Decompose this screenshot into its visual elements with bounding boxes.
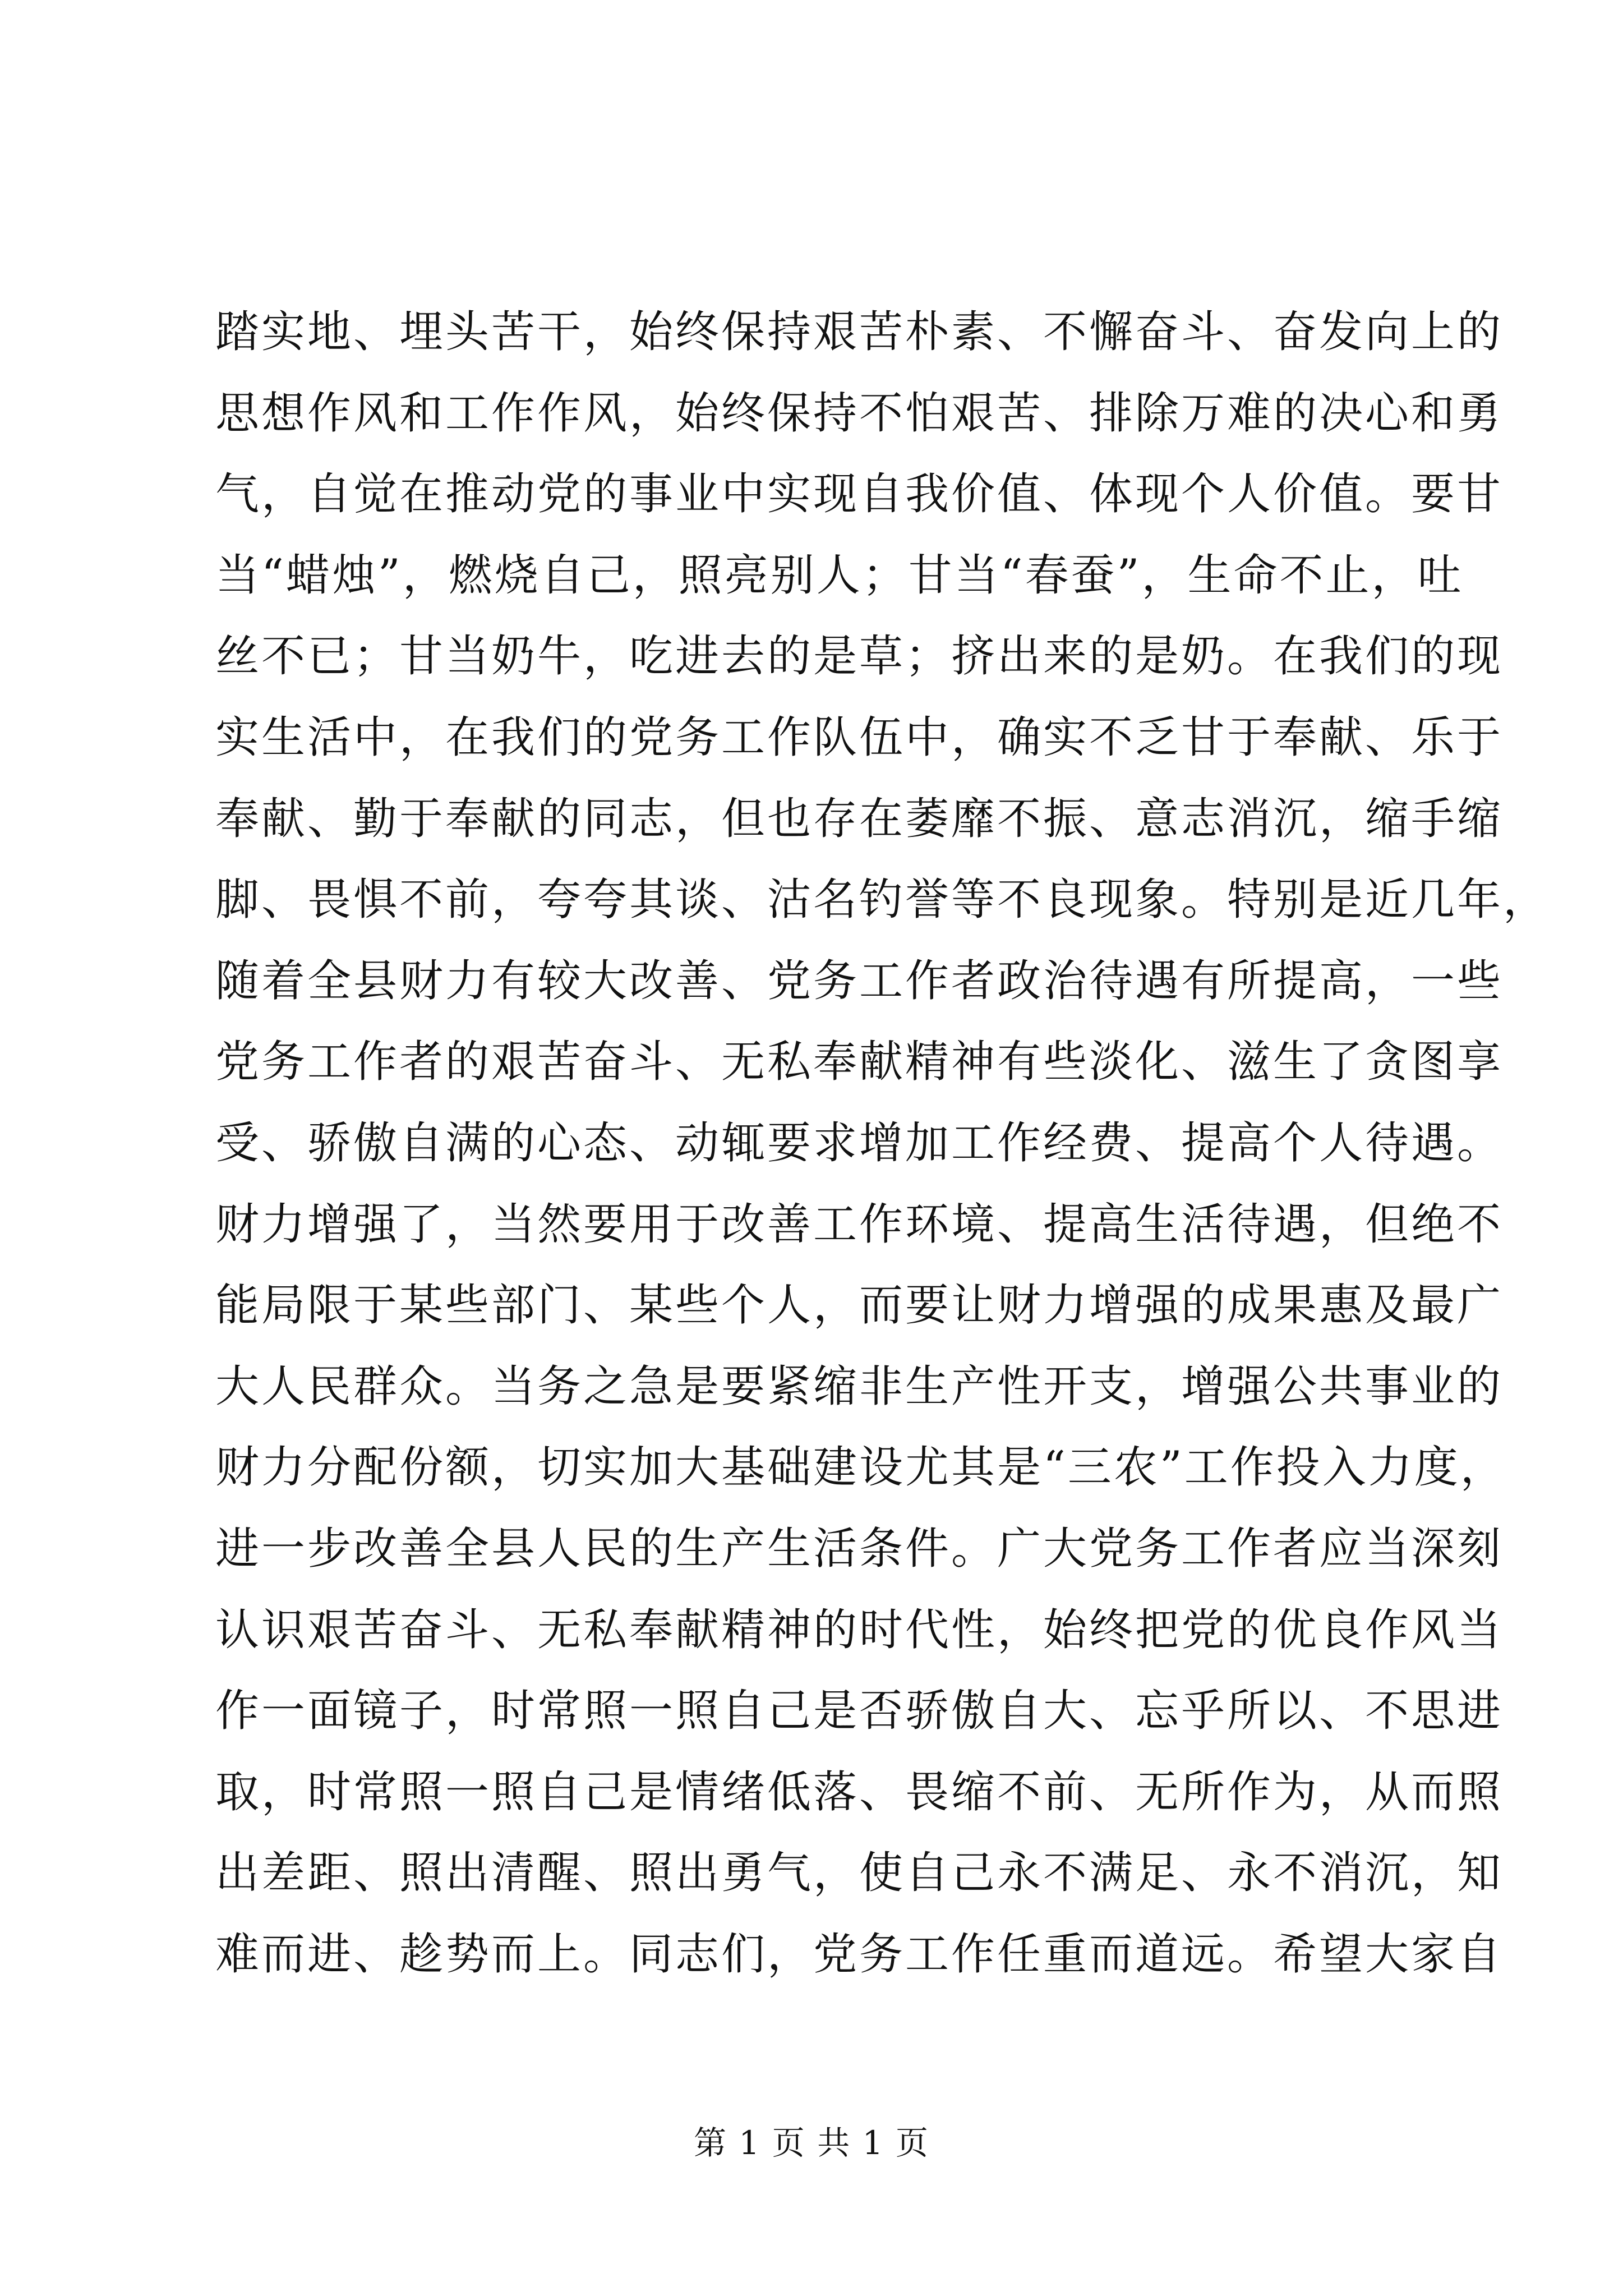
text-line-19: 取，时常照一照自己是情绪低落、畏缩不前、无所作为，从而照 xyxy=(215,1766,1504,1818)
text-line-16: 进一步改善全县人民的生产生活条件。广大党务工作者应当深刻 xyxy=(215,1523,1504,1574)
text-line-8: 脚、畏惧不前，夸夸其谈、沽名钓誉等不良现象。特别是近几年， xyxy=(215,875,1550,926)
body-text xyxy=(215,292,1550,1995)
text-line-15: 财力分配份额，切实加大基础建设尤其是“三农”工作投入力度， xyxy=(215,1442,1506,1493)
page-footer: 第 1 页 共 1 页 xyxy=(694,2124,929,2162)
text-line-6: 实生活中，在我们的党务工作队伍中，确实不乏甘于奉献、乐于 xyxy=(215,712,1504,763)
text-line-17: 认识艰苦奋斗、无私奉献精神的时代性，始终把党的优良作风当 xyxy=(215,1604,1504,1655)
text-line-14: 大人民群众。当务之急是要紧缩非生产性开支，增强公共事业的 xyxy=(215,1361,1504,1412)
text-line-21: 难而进、趁势而上。同志们，党务工作任重而道远。希望大家自 xyxy=(215,1929,1504,1980)
text-line-10: 党务工作者的艰苦奋斗、无私奉献精神有些淡化、滋生了贪图享 xyxy=(215,1037,1504,1088)
text-line-9: 随着全县财力有较大改善、党务工作者政治待遇有所提高，一些 xyxy=(215,955,1504,1006)
text-line-2: 思想作风和工作作风，始终保持不怕艰苦、排除万难的决心和勇 xyxy=(215,388,1504,439)
text-line-11: 受、骄傲自满的心态、动辄要求增加工作经费、提高个人待遇。 xyxy=(215,1117,1504,1168)
text-line-20: 出差距、照出清醒、照出勇气，使自己永不满足、永不消沉，知 xyxy=(215,1848,1504,1899)
text-line-7: 奉献、勤于奉献的同志，但也存在萎靡不振、意志消沉，缩手缩 xyxy=(215,793,1504,844)
text-line-12: 财力增强了，当然要用于改善工作环境、提高生活待遇，但绝不 xyxy=(215,1199,1504,1250)
text-line-5: 丝不已；甘当奶牛，吃进去的是草；挤出来的是奶。在我们的现 xyxy=(215,631,1504,682)
text-line-1: 踏实地、埋头苦干，始终保持艰苦朴素、不懈奋斗、奋发向上的 xyxy=(215,307,1504,357)
text-line-13: 能局限于某些部门、某些个人，而要让财力增强的成果惠及最广 xyxy=(215,1280,1504,1331)
text-line-3: 气，自觉在推动党的事业中实现自我价值、体现个人价值。要甘 xyxy=(215,469,1504,520)
text-line-18: 作一面镜子，时常照一照自己是否骄傲自大、忘乎所以、不思进 xyxy=(215,1686,1504,1737)
text-line-4: 当“蜡烛”，燃烧自己，照亮别人；甘当“春蚕”，生命不止，吐 xyxy=(215,550,1464,601)
